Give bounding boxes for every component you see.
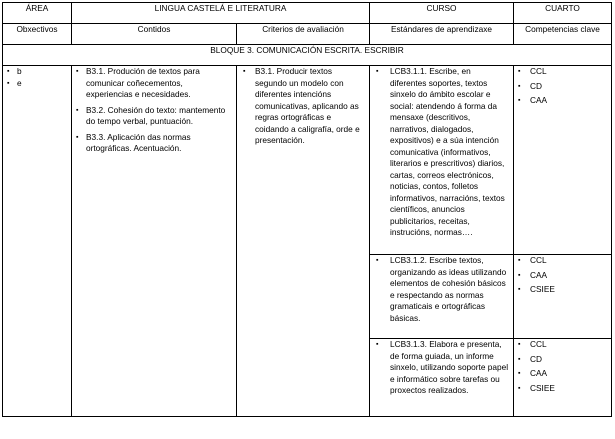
curso-label: CURSO xyxy=(370,3,514,24)
competencias-cell-2 xyxy=(514,255,612,339)
competencias-list-3 xyxy=(514,339,611,394)
contido-item: ▪ B3.2. Cohesión do texto: mantemento do tempo verbal, puntuación. xyxy=(72,105,236,128)
content-row-1 xyxy=(3,66,612,255)
competencias-cell-1 xyxy=(514,66,612,255)
competencia-item: ▪ CCL xyxy=(514,255,611,267)
standard-cell-3 xyxy=(370,339,514,417)
standard-cell-1 xyxy=(370,66,514,255)
column-header-competencias: Competencias clave xyxy=(514,24,612,45)
column-header-contidos: Contidos xyxy=(72,24,237,45)
curso-value: CUARTO xyxy=(514,3,612,24)
column-header-objectivos: Obxectivos xyxy=(3,24,72,45)
bloque-title: BLOQUE 3. COMUNICACIÓN ESCRITA. ESCRIBIR xyxy=(3,45,612,66)
header-row-area xyxy=(3,3,612,24)
standard-item: ▪ LCB3.1.3. Elabora e presenta, de forma guiada, un informe sinxelo, utilizando soporte papel e informático sobre tarefas ou proxectos realizados. xyxy=(370,339,513,397)
standard-item: ▪ LCB3.1.1. Escribe, en diferentes soportes, textos sinxelo do ámbito escolar e social: atendendo á forma da mensaxe (descritivos, narrativos, dialogados, expositivos) e a súa intención comunicativa (informativos, literarios e prescritivos) diarios, cartas, correos electrónicos, noticias, contos, folletos informativos, narracións, textos científicos, anuncios publicitarios, receitas, instrucións, normas…. xyxy=(370,66,513,239)
objectivos-list xyxy=(3,66,71,89)
criterios-list xyxy=(237,66,369,147)
curriculum-table xyxy=(2,2,612,417)
competencias-list-2 xyxy=(514,255,611,296)
competencia-item: ▪ CSIEE xyxy=(514,383,611,395)
competencia-item: ▪ CD xyxy=(514,354,611,366)
competencia-item: ▪ CAA xyxy=(514,368,611,380)
header-row-columns xyxy=(3,24,612,45)
contido-item: ▪ B3.1. Produción de textos para comunicar coñecementos, experiencias e necesidades. xyxy=(72,66,236,101)
competencia-item: ▪ CD xyxy=(514,81,611,93)
area-value: LINGUA CASTELÁ E LITERATURA xyxy=(72,3,370,24)
area-label: ÁREA xyxy=(3,3,72,24)
competencia-item: ▪ CCL xyxy=(514,66,611,78)
objectivos-cell xyxy=(3,66,72,417)
competencia-item: ▪ CCL xyxy=(514,339,611,351)
competencias-list-1 xyxy=(514,66,611,107)
objectivo-item: ▪ b xyxy=(3,66,71,78)
criterio-item: ▪ B3.1. Producir textos segundo un modelo con diferentes intencións comunicativas, aplicando as regras ortográficas e coidando a caligrafía, orde e presentación. xyxy=(237,66,369,147)
column-header-estandares: Estándares de aprendizaxe xyxy=(370,24,514,45)
standard-list-1 xyxy=(370,66,513,239)
competencias-cell-3 xyxy=(514,339,612,417)
contido-item: ▪ B3.3. Aplicación das normas ortográficas. Acentuación. xyxy=(72,132,236,155)
bloque-row xyxy=(3,45,612,66)
competencia-item: ▪ CSIEE xyxy=(514,284,611,296)
standard-list-3 xyxy=(370,339,513,397)
competencia-item: ▪ CAA xyxy=(514,95,611,107)
standard-list-2 xyxy=(370,255,513,324)
column-header-criterios: Criterios de avaliación xyxy=(237,24,370,45)
standard-cell-2 xyxy=(370,255,514,339)
criterios-cell xyxy=(237,66,370,417)
objectivo-item: ▪ e xyxy=(3,78,71,90)
competencia-item: ▪ CAA xyxy=(514,270,611,282)
standard-item: ▪ LCB3.1.2. Escribe textos, organizando as ideas utilizando elementos de cohesión básicos e respectando as normas gramaticais e ortográficas básicas. xyxy=(370,255,513,324)
contidos-cell xyxy=(72,66,237,417)
contidos-list xyxy=(72,66,236,155)
